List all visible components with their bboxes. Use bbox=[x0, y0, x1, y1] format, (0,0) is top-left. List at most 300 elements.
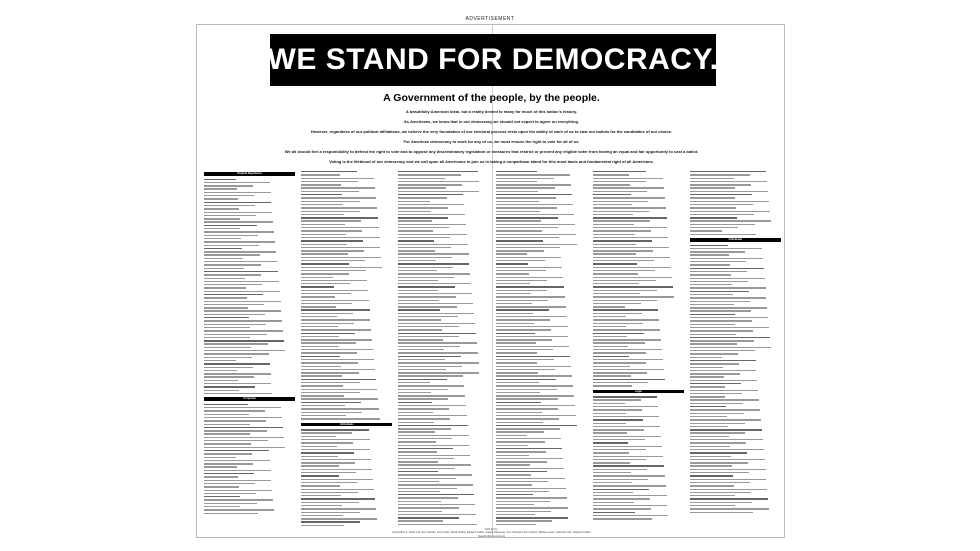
paid-by-label: Paid for by: bbox=[484, 528, 499, 531]
signatory-text-bar bbox=[398, 293, 472, 294]
signatory-text-bar bbox=[398, 316, 457, 317]
signatory-text-bar bbox=[301, 375, 342, 376]
signatory-text-bar bbox=[593, 247, 670, 248]
signatory-text-bar bbox=[204, 343, 268, 344]
signatory-text-bar bbox=[496, 445, 529, 446]
signatory-text-bar bbox=[398, 428, 451, 429]
signatory-text-bar bbox=[204, 380, 238, 381]
signatory-text-bar bbox=[593, 296, 674, 297]
signatory-name-lines bbox=[204, 403, 295, 515]
signatory-text-bar bbox=[398, 497, 457, 498]
signatory-text-bar bbox=[593, 184, 630, 185]
signatory-text-bar bbox=[496, 286, 564, 287]
signatory-text-bar bbox=[301, 224, 345, 225]
paid-by-names: Ursula Burns, Stella Low, Ken Jacobs, Joel Cutler, David Hallow, Edward Fedlitt, Joseph Hausman, Ken Chenault, Ken Frazier, William Lewis, Clarence Otis, Charles Phillips bbox=[392, 531, 591, 535]
signatory-text-bar bbox=[496, 455, 530, 456]
signatory-text-bar bbox=[690, 214, 754, 215]
signatory-text-bar bbox=[301, 234, 346, 235]
signatory-text-bar bbox=[398, 257, 452, 258]
signatory-text-bar bbox=[593, 512, 635, 513]
signatory-text-bar bbox=[301, 395, 344, 396]
signatory-text-bar bbox=[496, 280, 547, 281]
signatory-text-bar bbox=[398, 326, 458, 327]
signatory-text-bar bbox=[690, 220, 771, 221]
signatory-text-bar bbox=[496, 488, 566, 489]
signatory-text-bar bbox=[496, 224, 575, 225]
signatory-text-bar bbox=[398, 451, 436, 452]
signatory-text-bar bbox=[593, 270, 655, 271]
signatory-text-bar bbox=[690, 485, 734, 486]
signatory-text-bar bbox=[301, 277, 333, 278]
signatory-text-bar bbox=[496, 474, 532, 475]
signatory-text-bar bbox=[496, 234, 576, 235]
intro-paragraph: As Americans, we know that in our democracy we should not expect to agree on everything. bbox=[403, 119, 580, 124]
signatory-text-bar bbox=[496, 428, 561, 429]
signatory-text-bar bbox=[690, 373, 740, 374]
signatory-text-bar bbox=[398, 273, 470, 274]
signatory-text-bar bbox=[496, 211, 541, 212]
signatory-text-bar bbox=[301, 267, 382, 268]
signatory-text-bar bbox=[398, 514, 475, 515]
signatory-name-lines bbox=[204, 178, 295, 396]
signatory-text-bar bbox=[496, 356, 571, 357]
signatory-text-bar bbox=[301, 472, 356, 473]
signatory-text-bar bbox=[204, 463, 253, 464]
signatory-text-bar bbox=[690, 429, 762, 430]
signatory-text-bar bbox=[398, 395, 465, 396]
signatory-text-bar bbox=[398, 484, 473, 485]
signatory-text-bar bbox=[690, 230, 722, 231]
section-head-original-signatories: Original Signatories bbox=[204, 172, 295, 176]
signatory-text-bar bbox=[496, 484, 532, 485]
signatory-text-bar bbox=[496, 191, 539, 192]
signatory-name-lines bbox=[301, 170, 392, 421]
signatory-text-bar bbox=[398, 319, 441, 320]
signatory-text-bar bbox=[593, 489, 650, 490]
signatory-text-bar bbox=[301, 174, 340, 175]
signatory-text-bar bbox=[690, 376, 724, 377]
signatory-text-bar bbox=[398, 306, 456, 307]
signatory-text-bar bbox=[496, 501, 551, 502]
signatory-text-bar bbox=[301, 319, 370, 320]
signatory-text-bar bbox=[690, 393, 742, 394]
signatory-text-bar bbox=[690, 479, 767, 480]
signatory-text-bar bbox=[690, 201, 769, 202]
signatory-text-bar bbox=[496, 389, 557, 390]
signatory-name-lines bbox=[593, 170, 684, 388]
signatory-text-bar bbox=[690, 274, 731, 275]
signatory-text-bar bbox=[204, 460, 270, 461]
signatory-text-bar bbox=[398, 194, 463, 195]
signatory-text-bar bbox=[204, 499, 273, 500]
signatory-text-bar bbox=[496, 336, 569, 337]
signatory-text-bar bbox=[496, 227, 559, 228]
signatory-text-bar bbox=[593, 197, 665, 198]
signatory-text-bar bbox=[204, 493, 256, 494]
signatory-text-bar bbox=[301, 316, 337, 317]
signatory-text-bar bbox=[496, 240, 543, 241]
signatory-text-bar bbox=[593, 372, 648, 373]
signatory-text-bar bbox=[496, 458, 563, 459]
signatory-text-bar bbox=[398, 441, 435, 442]
signatory-text-bar bbox=[496, 217, 558, 218]
signatory-text-bar bbox=[690, 469, 766, 470]
signatory-text-bar bbox=[496, 313, 533, 314]
signatory-text-bar bbox=[398, 220, 432, 221]
signatory-text-bar bbox=[398, 425, 467, 426]
signatory-column bbox=[593, 170, 684, 540]
signatory-text-bar bbox=[593, 217, 667, 218]
signatory-text-bar bbox=[398, 303, 473, 304]
signatory-text-bar bbox=[496, 471, 548, 472]
signatory-text-bar bbox=[398, 402, 432, 403]
signatory-text-bar bbox=[496, 441, 545, 442]
signatory-text-bar bbox=[593, 475, 665, 476]
signatory-text-bar bbox=[496, 395, 574, 396]
signatory-text-bar bbox=[593, 359, 663, 360]
signatory-text-bar bbox=[398, 277, 454, 278]
signatory-text-bar bbox=[301, 191, 358, 192]
signatory-text-bar bbox=[301, 525, 344, 526]
signatory-text-bar bbox=[690, 330, 753, 331]
signatory-text-bar bbox=[301, 475, 339, 476]
signatory-text-bar bbox=[496, 464, 531, 465]
signatory-text-bar bbox=[690, 224, 755, 225]
signatory-text-bar bbox=[496, 263, 529, 264]
signatory-text-bar bbox=[398, 270, 436, 271]
signatory-name-lines bbox=[301, 428, 392, 527]
signatory-text-bar bbox=[204, 198, 238, 199]
signatory-text-bar bbox=[301, 515, 343, 516]
signatory-text-bar bbox=[204, 420, 266, 421]
signatory-name-lines bbox=[690, 170, 781, 236]
signatory-text-bar bbox=[204, 291, 280, 292]
signatory-text-bar bbox=[593, 323, 643, 324]
signatory-text-bar bbox=[204, 353, 269, 354]
signatory-text-bar bbox=[496, 270, 546, 271]
signatory-text-bar bbox=[496, 346, 570, 347]
intro-paragraph: A beautifully American ideal, but a reality denied to many for much of this nation's history. bbox=[405, 109, 578, 114]
signatory-text-bar bbox=[690, 492, 751, 493]
signatory-text-bar bbox=[301, 253, 347, 254]
signatory-text-bar bbox=[204, 202, 271, 203]
signatory-text-bar bbox=[204, 274, 261, 275]
signatory-text-bar bbox=[496, 306, 566, 307]
signatory-text-bar bbox=[398, 283, 471, 284]
signatory-text-bar bbox=[398, 448, 453, 449]
signatory-text-bar bbox=[496, 247, 561, 248]
signatory-text-bar bbox=[301, 402, 361, 403]
signatory-text-bar bbox=[301, 286, 334, 287]
signatory-text-bar bbox=[496, 382, 540, 383]
section-head-legal: Legal bbox=[593, 390, 684, 394]
signatory-text-bar bbox=[301, 230, 362, 231]
signatory-text-bar bbox=[690, 462, 748, 463]
signatory-text-bar bbox=[593, 171, 646, 172]
signatory-text-bar bbox=[496, 520, 553, 521]
signatory-text-bar bbox=[496, 448, 563, 449]
signatory-text-bar bbox=[496, 425, 577, 426]
signatory-text-bar bbox=[204, 513, 258, 514]
signatory-text-bar bbox=[496, 524, 536, 525]
signatory-text-bar bbox=[593, 309, 659, 310]
signatory-text-bar bbox=[301, 204, 343, 205]
signatory-text-bar bbox=[496, 187, 555, 188]
signatory-text-bar bbox=[398, 300, 439, 301]
signatory-text-bar bbox=[496, 352, 537, 353]
signatory-text-bar bbox=[593, 385, 632, 386]
signatory-text-bar bbox=[593, 214, 633, 215]
signatory-text-bar bbox=[690, 314, 735, 315]
signatory-text-bar bbox=[496, 283, 531, 284]
signatory-text-bar bbox=[496, 207, 557, 208]
signatory-text-bar bbox=[301, 508, 376, 509]
signatory-text-bar bbox=[496, 201, 540, 202]
signatory-text-bar bbox=[593, 342, 645, 343]
signatory-text-bar bbox=[496, 517, 569, 518]
signatory-text-bar bbox=[690, 386, 725, 387]
signatory-text-bar bbox=[593, 313, 642, 314]
signatory-text-bar bbox=[301, 280, 367, 281]
signatory-text-bar bbox=[398, 290, 438, 291]
signatory-text-bar bbox=[301, 415, 346, 416]
signatory-text-bar bbox=[204, 433, 250, 434]
signatory-text-bar bbox=[690, 353, 738, 354]
signatory-text-bar bbox=[690, 446, 730, 447]
signatory-text-bar bbox=[204, 440, 268, 441]
signatory-text-bar bbox=[398, 511, 442, 512]
signatory-text-bar bbox=[301, 329, 371, 330]
signatory-text-bar bbox=[204, 254, 260, 255]
signatory-text-bar bbox=[204, 261, 277, 262]
signatory-text-bar bbox=[690, 294, 733, 295]
signatory-text-bar bbox=[496, 267, 563, 268]
signatory-text-bar bbox=[204, 414, 249, 415]
signatory-text-bar bbox=[496, 237, 560, 238]
signatory-text-bar bbox=[496, 290, 548, 291]
signatory-text-bar bbox=[204, 307, 248, 308]
signatory-text-bar bbox=[593, 181, 647, 182]
signatory-text-bar bbox=[204, 179, 236, 180]
signatory-text-bar bbox=[398, 491, 440, 492]
signatory-text-bar bbox=[398, 422, 434, 423]
signatory-text-bar bbox=[690, 304, 734, 305]
intro-text bbox=[227, 109, 756, 169]
signatory-text-bar bbox=[690, 498, 768, 499]
signatory-text-bar bbox=[593, 449, 646, 450]
signatory-text-bar bbox=[593, 329, 660, 330]
signatory-text-bar bbox=[204, 483, 255, 484]
signatory-text-bar bbox=[204, 304, 264, 305]
signatory-text-bar bbox=[593, 502, 634, 503]
signatory-text-bar bbox=[690, 363, 739, 364]
signatory-line bbox=[690, 233, 781, 236]
signatory-text-bar bbox=[690, 320, 752, 321]
signatory-text-bar bbox=[204, 258, 243, 259]
signatory-text-bar bbox=[398, 464, 471, 465]
signatory-text-bar bbox=[690, 264, 730, 265]
signatory-text-bar bbox=[496, 257, 562, 258]
signatory-text-bar bbox=[301, 482, 357, 483]
signatory-text-bar bbox=[204, 367, 253, 368]
signatory-text-bar bbox=[690, 489, 767, 490]
signatory-text-bar bbox=[301, 356, 340, 357]
signatory-text-bar bbox=[398, 501, 441, 502]
signatory-text-bar bbox=[301, 303, 352, 304]
signatory-text-bar bbox=[593, 492, 633, 493]
signatory-text-bar bbox=[398, 197, 446, 198]
signatory-text-bar bbox=[690, 423, 745, 424]
signatory-text-bar bbox=[204, 447, 285, 448]
signatory-text-bar bbox=[301, 385, 343, 386]
signatory-line bbox=[204, 392, 295, 395]
signatory-text-bar bbox=[204, 268, 244, 269]
signatory-text-bar bbox=[496, 293, 532, 294]
signatory-text-bar bbox=[204, 443, 251, 444]
signatory-text-bar bbox=[398, 296, 455, 297]
signatory-text-bar bbox=[301, 309, 369, 310]
signatory-text-bar bbox=[690, 436, 729, 437]
signatory-text-bar bbox=[301, 342, 356, 343]
signatory-text-bar bbox=[398, 214, 465, 215]
signatory-text-bar bbox=[204, 503, 257, 504]
signatory-text-bar bbox=[398, 247, 451, 248]
signatory-text-bar bbox=[496, 392, 541, 393]
signatory-text-bar bbox=[593, 336, 628, 337]
signatory-text-bar bbox=[398, 375, 463, 376]
signatory-text-bar bbox=[301, 418, 379, 419]
signatory-text-bar bbox=[496, 372, 539, 373]
signatory-text-bar bbox=[204, 264, 261, 265]
signatory-text-bar bbox=[301, 498, 375, 499]
signatory-text-bar bbox=[204, 476, 238, 477]
signatory-text-bar bbox=[593, 178, 663, 179]
signatory-text-bar bbox=[301, 352, 357, 353]
signatory-text-bar bbox=[301, 366, 341, 367]
signatory-text-bar bbox=[301, 339, 372, 340]
signatory-text-bar bbox=[204, 404, 248, 405]
signatory-text-bar bbox=[593, 306, 625, 307]
signatory-text-bar bbox=[398, 286, 455, 287]
signatory-text-bar bbox=[593, 319, 660, 320]
signatory-text-bar bbox=[398, 445, 469, 446]
signatory-text-bar bbox=[204, 427, 283, 428]
signatory-text-bar bbox=[593, 403, 625, 404]
signatory-text-bar bbox=[398, 204, 464, 205]
signatory-text-bar bbox=[204, 310, 281, 311]
signatory-text-bar bbox=[301, 412, 362, 413]
signatory-text-bar bbox=[690, 337, 770, 338]
signatory-text-bar bbox=[204, 509, 274, 510]
signatory-text-bar bbox=[398, 207, 447, 208]
signatory-text-bar bbox=[690, 357, 722, 358]
signatory-text-bar bbox=[496, 461, 547, 462]
signatory-text-bar bbox=[204, 450, 269, 451]
signatory-text-bar bbox=[690, 268, 764, 269]
signatory-text-bar bbox=[398, 333, 475, 334]
signatory-text-bar bbox=[398, 346, 460, 347]
signatory-text-bar bbox=[301, 489, 374, 490]
signatory-text-bar bbox=[204, 407, 281, 408]
signatory-text-bar bbox=[690, 254, 729, 255]
signatory-text-bar bbox=[398, 520, 443, 521]
signatory-text-bar bbox=[204, 453, 252, 454]
signatory-text-bar bbox=[593, 230, 651, 231]
signatory-text-bar bbox=[204, 357, 252, 358]
signatory-text-bar bbox=[301, 446, 337, 447]
signatory-text-bar bbox=[204, 330, 283, 331]
signatory-text-bar bbox=[398, 379, 446, 380]
signatory-text-bar bbox=[301, 250, 364, 251]
signatory-text-bar bbox=[593, 300, 658, 301]
signatory-text-bar bbox=[690, 367, 723, 368]
signatory-text-bar bbox=[398, 408, 449, 409]
signatory-column bbox=[204, 170, 295, 540]
signatory-text-bar bbox=[204, 486, 239, 487]
signatory-text-bar bbox=[496, 260, 545, 261]
signatory-text-bar bbox=[496, 204, 573, 205]
signatory-text-bar bbox=[593, 244, 636, 245]
signatory-text-bar bbox=[593, 465, 664, 466]
signatory-text-bar bbox=[496, 408, 559, 409]
signatory-name-lines bbox=[593, 395, 684, 520]
signatory-text-bar bbox=[690, 390, 758, 391]
signatory-text-bar bbox=[301, 346, 339, 347]
signatory-text-bar bbox=[301, 300, 368, 301]
signatory-text-bar bbox=[204, 301, 281, 302]
signatory-text-bar bbox=[496, 468, 564, 469]
signatory-text-bar bbox=[398, 474, 472, 475]
signatory-text-bar bbox=[690, 211, 770, 212]
signatory-line bbox=[593, 384, 684, 387]
signatory-text-bar bbox=[398, 178, 444, 179]
signatory-text-bar bbox=[204, 370, 237, 371]
signatory-text-bar bbox=[398, 392, 431, 393]
signatory-text-bar bbox=[593, 482, 632, 483]
signatory-name-lines bbox=[398, 170, 489, 526]
signatory-text-bar bbox=[690, 472, 749, 473]
signatory-text-bar bbox=[204, 383, 271, 384]
signatory-text-bar bbox=[496, 333, 535, 334]
signatory-text-bar bbox=[690, 297, 767, 298]
signatory-text-bar bbox=[398, 267, 453, 268]
signatory-text-bar bbox=[690, 360, 756, 361]
signatory-text-bar bbox=[398, 524, 476, 525]
signatory-text-bar bbox=[593, 267, 671, 268]
signatory-text-bar bbox=[398, 478, 455, 479]
signatory-text-bar bbox=[301, 379, 376, 380]
signatory-text-bar bbox=[690, 174, 750, 175]
website: StandforDemocracy.org bbox=[477, 534, 506, 538]
signatory-text-bar bbox=[690, 258, 763, 259]
signatory-text-bar bbox=[690, 502, 752, 503]
signatory-text-bar bbox=[301, 214, 344, 215]
signatory-text-bar bbox=[496, 415, 576, 416]
signatory-text-bar bbox=[398, 329, 442, 330]
signatory-text-bar bbox=[398, 174, 461, 175]
signatory-text-bar bbox=[398, 244, 467, 245]
signatory-text-bar bbox=[593, 191, 648, 192]
section-head-individuals: Individuals bbox=[301, 423, 392, 427]
signatory-text-bar bbox=[690, 310, 751, 311]
signatory-text-bar bbox=[593, 277, 672, 278]
signatory-text-bar bbox=[690, 261, 747, 262]
signatory-text-bar bbox=[398, 201, 430, 202]
signatory-text-bar bbox=[204, 208, 239, 209]
signatory-text-bar bbox=[690, 291, 749, 292]
signatory-text-bar bbox=[496, 362, 538, 363]
signatory-text-bar bbox=[690, 227, 738, 228]
